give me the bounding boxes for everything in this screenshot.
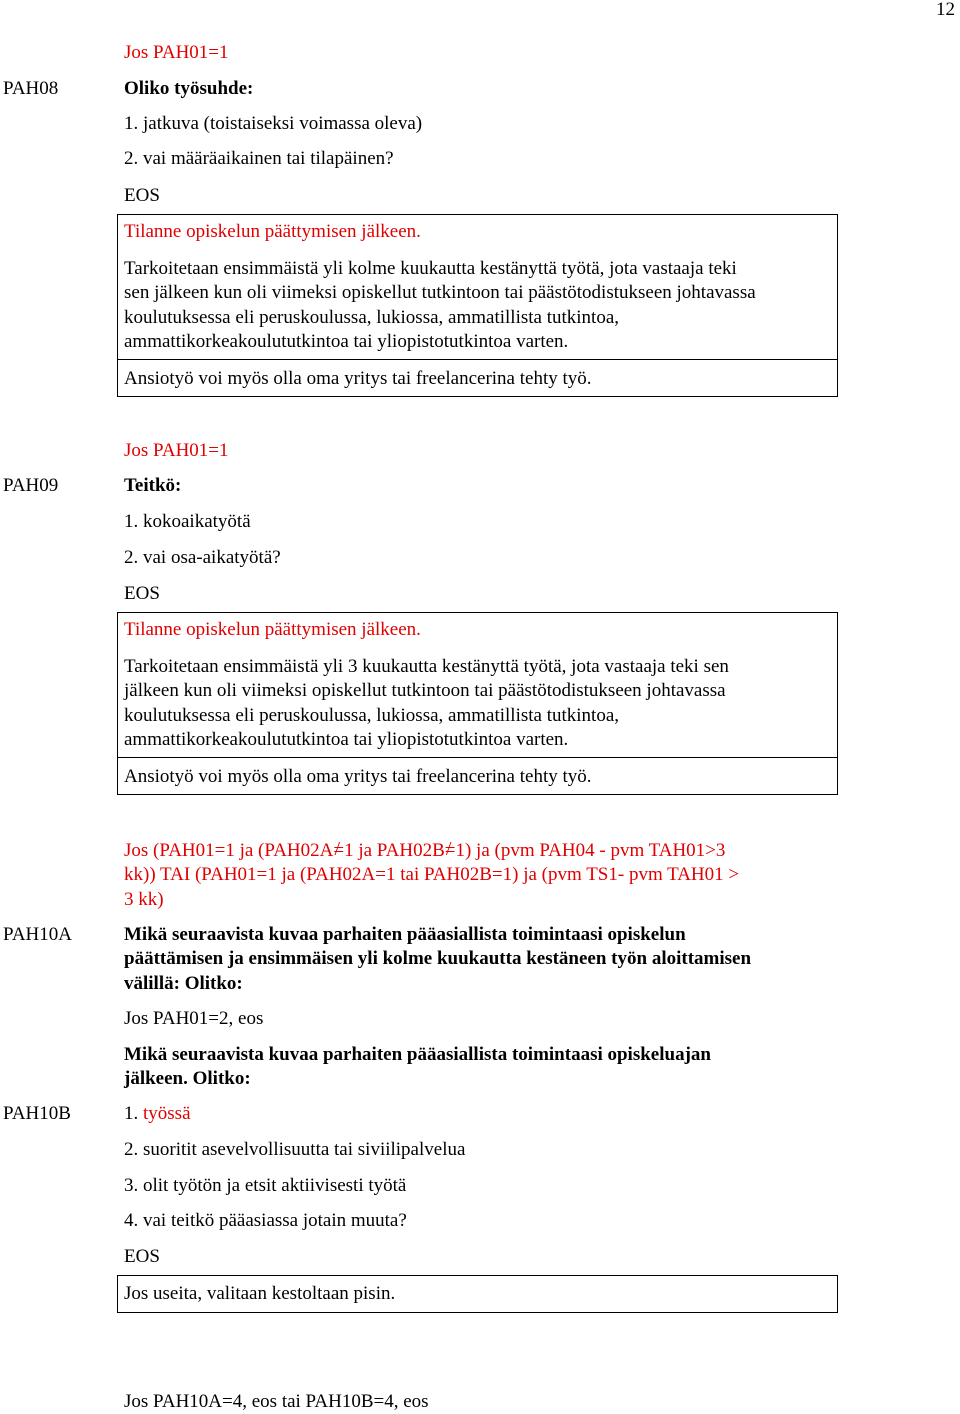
page-number: 12 (936, 0, 955, 20)
footer-condition: Jos PAH10A=4, eos tai PAH10B=4, eos (124, 1391, 429, 1412)
pah10b-code: PAH10B (3, 1103, 71, 1124)
not-equal-sign: = / (445, 839, 456, 863)
pah09-note-line: Tarkoitetaan ensimmäistä yli 3 kuukautta kestänyttä työtä, jota vastaaja teki sen (124, 656, 729, 677)
pah09-note-line: ammattikorkeakoulututkintoa tai yliopistotutkintoa varten. (124, 728, 569, 750)
pah08-note-text (124, 257, 756, 354)
pah09-eos: EOS (124, 583, 160, 604)
not-equal-sign: = / (333, 839, 344, 863)
pah08-note-line: ammattikorkeakoulututkintoa tai yliopistotutkintoa varten. (124, 330, 569, 352)
pah09-condition: Jos PAH01=1 (124, 440, 229, 461)
pah09-question: Teitkö: (124, 475, 182, 496)
pah09-note-title: Tilanne opiskelun päättymisen jälkeen. (124, 619, 421, 640)
pah08-note-title: Tilanne opiskelun päättymisen jälkeen. (124, 221, 421, 242)
pah10-condition-line-1: Jos (PAH01=1 ja (PAH02A= /1 ja PAH02B= /1) ja (pvm PAH04 - pvm TAH01>3 (124, 839, 739, 863)
pah10-condition-line-3: 3 kk) (124, 888, 164, 910)
pah09-note-extra: Ansiotyö voi myös olla oma yritys tai freelancerina tehty työ. (124, 766, 592, 787)
pah10-option-3: 3. olit työtön ja etsit aktiivisesti työtä (124, 1175, 407, 1196)
pah10-option-1-text: työssä (143, 1103, 191, 1124)
pah08-code: PAH08 (3, 78, 59, 99)
pah08-note-line: koulutuksessa eli peruskoulussa, lukiossa, ammatillista tutkintoa, (124, 306, 620, 328)
pah08-condition: Jos PAH01=1 (124, 42, 229, 63)
pah10-condition (124, 839, 739, 912)
pah10a-question (124, 923, 751, 996)
pah09-note-line: koulutuksessa eli peruskoulussa, lukiossa, ammatillista tutkintoa, (124, 704, 620, 726)
pah08-note-line: Tarkoitetaan ensimmäistä yli kolme kuukautta kestänyttä työtä, jota vastaaja teki (124, 258, 737, 279)
pah10-eos: EOS (124, 1246, 160, 1267)
pah08-note-line: sen jälkeen kun oli viimeksi opiskellut tutkintoon tai päästötodistukseen johtavassa (124, 282, 756, 304)
pah10b-question-line: jälkeen. Olitko: (124, 1068, 251, 1090)
pah10a-question-line: välillä: Olitko: (124, 972, 243, 994)
pah08-option-1: 1. jatkuva (toistaiseksi voimassa oleva) (124, 113, 423, 134)
pah10a-code: PAH10A (3, 924, 72, 945)
pah10b-question (124, 1043, 711, 1092)
pah08-question: Oliko työsuhde: (124, 78, 254, 99)
pah10b-question-line: Mikä seuraavista kuvaa parhaiten pääasiallista toimintaasi opiskeluajan (124, 1044, 711, 1065)
pah10-note: Jos useita, valitaan kestoltaan pisin. (124, 1283, 396, 1304)
pah10-option-2: 2. suoritit asevelvollisuutta tai siviilipalvelua (124, 1139, 466, 1160)
pah10-option-1 (124, 1102, 191, 1126)
pah10-option-1-number: 1. (124, 1103, 139, 1124)
pah10a-question-line: Mikä seuraavista kuvaa parhaiten pääasiallista toimintaasi opiskelun (124, 924, 686, 945)
pah09-code: PAH09 (3, 475, 59, 496)
pah09-note-text (124, 655, 729, 752)
pah08-note-extra: Ansiotyö voi myös olla oma yritys tai freelancerina tehty työ. (124, 368, 592, 389)
pah08-eos: EOS (124, 185, 160, 206)
pah09-option-2: 2. vai osa-aikatyötä? (124, 547, 281, 568)
pah09-option-1: 1. kokoaikatyötä (124, 511, 251, 532)
pah10b-condition: Jos PAH01=2, eos (124, 1008, 264, 1029)
pah10-condition-line-2: kk)) TAI (PAH01=1 ja (PAH02A=1 tai PAH02B=1) ja (pvm TS1- pvm TAH01 > (124, 864, 740, 886)
pah10a-question-line: päättämisen ja ensimmäisen yli kolme kuukautta kestäneen työn aloittamisen (124, 948, 752, 970)
pah09-note-line: jälkeen kun oli viimeksi opiskellut tutkintoon tai päästötodistukseen johtavassa (124, 680, 726, 702)
pah08-option-2: 2. vai määräaikainen tai tilapäinen? (124, 148, 394, 169)
pah10-option-4: 4. vai teitkö pääasiassa jotain muuta? (124, 1210, 407, 1231)
